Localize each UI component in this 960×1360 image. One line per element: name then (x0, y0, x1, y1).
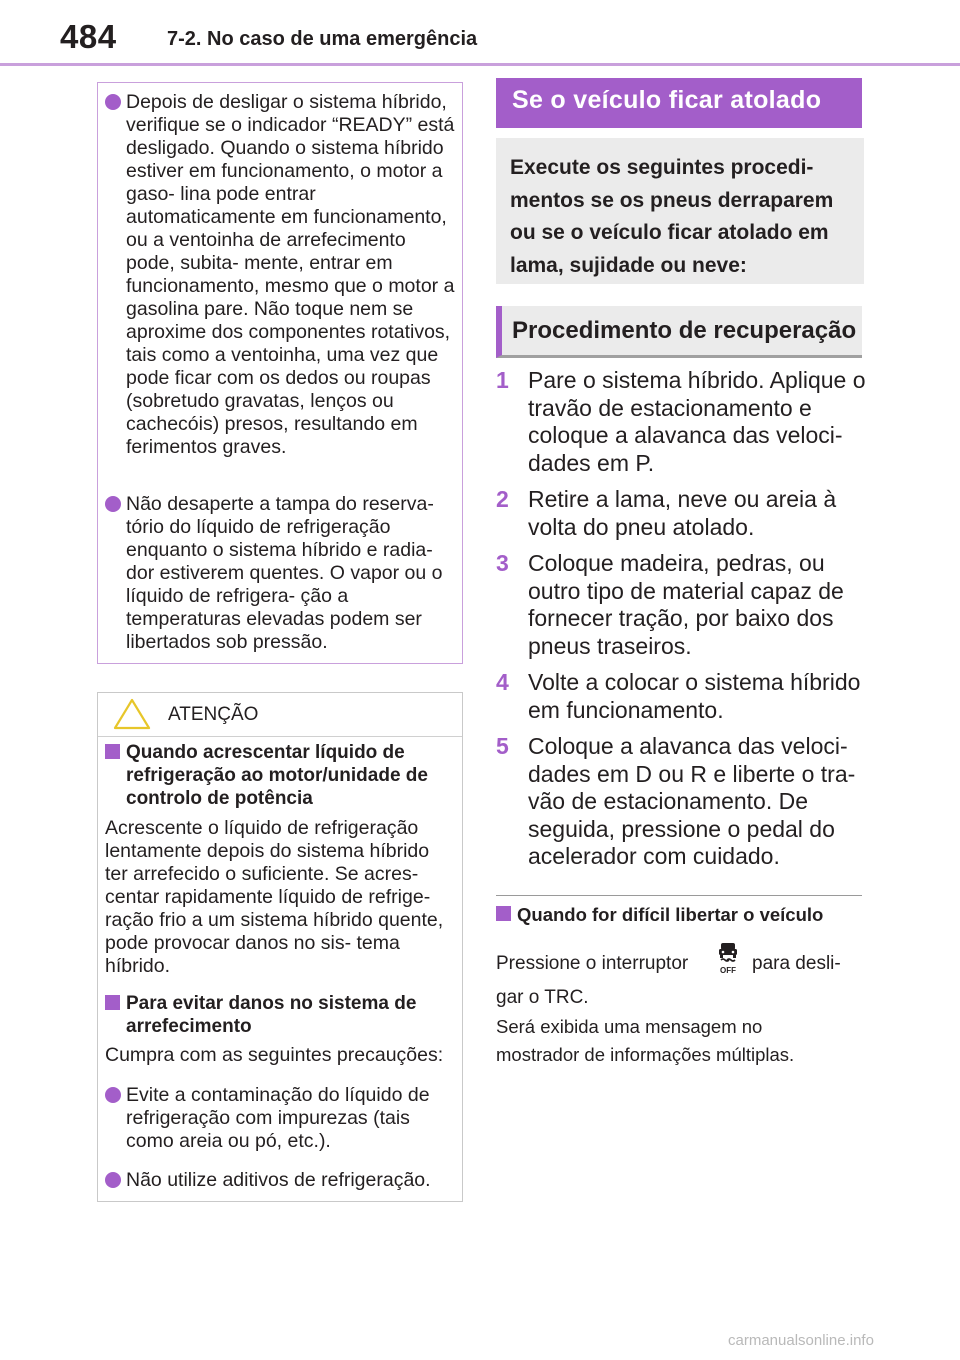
section-title: 7-2. No caso de uma emergência (167, 28, 478, 50)
caution-bullet: Não desaperte a tampa do reserva- tório do líquido de refrigeração enquanto o sistema híbrido e radia- dor estiverem quentes. O vapor ou o líquido de refrigera- ção a temperaturas elevadas podem ser libertados sob pressão. (105, 493, 457, 654)
step-number: 1 (496, 367, 509, 393)
attention-box (97, 692, 463, 1202)
press-text-before: Pressione o interruptor (496, 953, 689, 974)
attention-bullet: Não utilize aditivos de refrigeração. (105, 1169, 457, 1192)
message-line-2: mostrador de informações múltiplas. (496, 1044, 795, 1065)
square-bullet-icon (496, 906, 511, 921)
bullet-dot-icon (105, 94, 121, 110)
step-item (496, 733, 866, 871)
step-text: Coloque madeira, pedras, ou outro tipo de material capaz de fornecer tração, por baixo dos pneus traseiros. (528, 550, 844, 659)
subheading-difficult-release: Quando for difícil libertar o veículo (496, 904, 866, 926)
trc-off-icon (714, 941, 742, 975)
page-number: 484 (60, 18, 117, 55)
step-text: Retire a lama, neve ou areia à volta do pneu atolado. (528, 486, 837, 540)
header-divider (0, 63, 960, 66)
step-number: 2 (496, 486, 509, 512)
step-number: 4 (496, 669, 509, 695)
press-text-line2: gar o TRC. (496, 987, 589, 1008)
square-bullet-icon (105, 995, 120, 1010)
step-number: 5 (496, 733, 509, 759)
press-text-after: para desli- (752, 953, 841, 974)
intro-text: Execute os seguintes procedi- mentos se os pneus derraparem ou se o veículo ficar atolado em lama, sujidade ou neve: (510, 156, 834, 277)
bullet-dot-icon (105, 496, 121, 512)
procedure-heading (496, 306, 862, 358)
intro-panel (496, 138, 864, 284)
section-divider (496, 895, 862, 896)
warning-triangle-icon (112, 697, 152, 731)
step-text: Pare o sistema híbrido. Aplique o travão de estacionamento e coloque a alavanca das veloci- dades em P. (528, 367, 866, 476)
bullet-dot-icon (105, 1172, 121, 1188)
page-header (0, 0, 960, 66)
attention-paragraph: Cumpra com as seguintes precauções: (105, 1044, 444, 1066)
attention-heading-cooling-system: Para evitar danos no sistema de arrefecimento (105, 992, 455, 1038)
message-line-1: Será exibida uma mensagem no (496, 1016, 763, 1037)
step-item (496, 486, 866, 541)
step-item (496, 669, 866, 724)
attention-heading-coolant: Quando acrescentar líquido de refrigeração ao motor/unidade de controlo de potência (105, 741, 455, 810)
caution-box (97, 82, 463, 664)
attention-header (98, 693, 462, 737)
square-bullet-icon (105, 744, 120, 759)
procedure-title: Procedimento de recuperação (512, 317, 857, 344)
watermark: carmanualsonline.info (728, 1332, 874, 1349)
attention-paragraph: Acrescente o líquido de refrigeração lentamente depois do sistema híbrido ter arrefecido o suficiente. Se acres- centar rapidamente líquido de refrige- ração frio a um sistema híbrido quente, pode provocar danos no sis- tema híbrido. (105, 817, 444, 977)
section-banner (496, 78, 862, 128)
step-text: Volte a colocar o sistema híbrido em funcionamento. (528, 669, 861, 723)
step-item (496, 550, 866, 660)
bullet-dot-icon (105, 1087, 121, 1103)
attention-title: ATENÇÃO (168, 704, 259, 725)
step-item (496, 367, 866, 477)
step-number: 3 (496, 550, 509, 576)
banner-title: Se o veículo ficar atolado (512, 86, 822, 114)
step-text: Coloque a alavanca das veloci- dades em D ou R e liberte o tra- vão de estacionamento. De seguida, pressione o pedal do acelerador com cuidado. (528, 733, 856, 869)
caution-bullet: Depois de desligar o sistema híbrido, verifique se o indicador “READY” está desligado. Quando o sistema híbrido estiver em funcionamento, o motor a gaso- lina pode entrar automaticamente em funcionamento, ou a ventoinha de arrefecimento pode, subita- mente, entrar em funcionamento, mesmo que o motor a gasolina pare. Não toque nem se aproxime dos componentes rotativos, tais como a ventoinha, uma vez que pode ficar com os dedos ou roupas (sobretudo gravatas, lenços ou cachecóis) presos, resultando em ferimentos graves. (105, 91, 457, 459)
attention-bullet: Evite a contaminação do líquido de refrigeração com impurezas (tais como areia ou pó, etc.). (105, 1084, 457, 1153)
trc-off-label: OFF (720, 966, 736, 975)
